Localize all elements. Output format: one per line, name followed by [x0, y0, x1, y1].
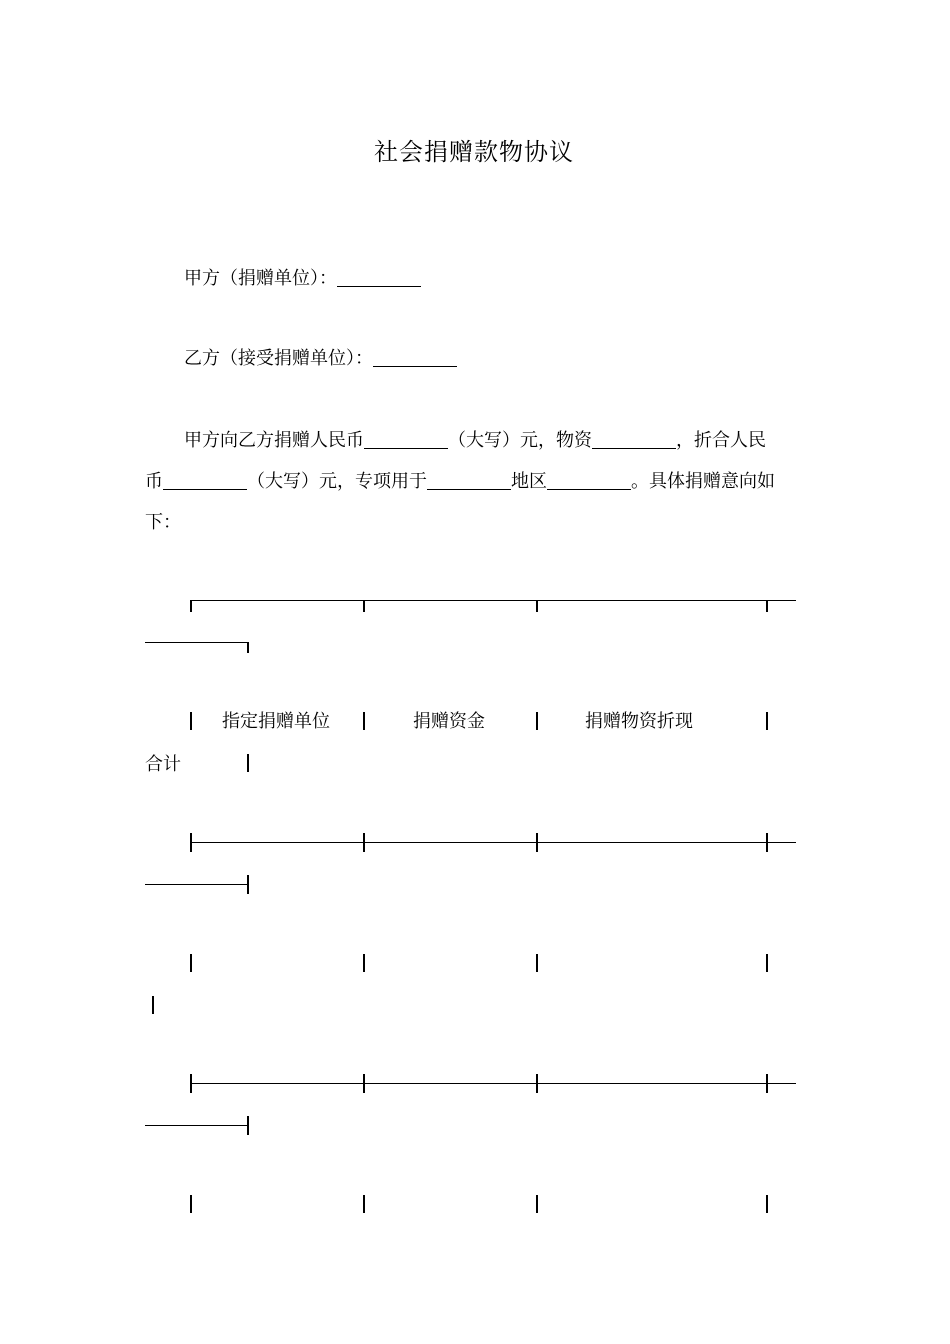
table-cell-divider — [152, 996, 154, 1014]
paragraph-line-1 — [184, 430, 766, 450]
table-row-separator-wrap — [145, 1125, 249, 1126]
table-row-separator-wrap — [145, 884, 249, 885]
paragraph-text: （大写）元，专项用于 — [247, 471, 427, 492]
table-cell-divider — [536, 1195, 538, 1213]
table-border-top-wrap — [145, 642, 249, 643]
table-cell-divider — [363, 1195, 365, 1213]
goods-blank[interactable] — [592, 430, 676, 449]
table-border-top — [190, 600, 796, 601]
table-cell-divider — [766, 1195, 768, 1213]
table-cell-divider — [536, 954, 538, 972]
table-border-tick — [247, 1116, 249, 1135]
table-cell-divider — [190, 712, 192, 730]
table-header-cell: 合计 — [145, 754, 181, 775]
region-blank[interactable] — [427, 471, 511, 490]
table-border-tick — [363, 833, 365, 852]
party-b-blank[interactable] — [373, 348, 457, 367]
party-b-label: 乙方（接受捐赠单位）： — [184, 348, 373, 369]
paragraph-text: 。具体捐赠意向如 — [631, 471, 775, 492]
document-title: 社会捐赠款物协议 — [374, 138, 574, 166]
table-row-separator — [190, 842, 796, 843]
table-border-tick — [247, 875, 249, 894]
table-border-tick — [190, 600, 192, 612]
table-cell-divider — [766, 712, 768, 730]
table-header-cell: 捐赠资金 — [413, 711, 485, 732]
table-border-tick — [536, 1074, 538, 1093]
table-cell-divider — [766, 954, 768, 972]
table-border-tick — [247, 642, 249, 653]
party-a-line — [184, 268, 421, 288]
table-cell-divider — [247, 754, 249, 772]
table-border-tick — [766, 833, 768, 852]
rmb-amount-blank[interactable] — [364, 430, 448, 449]
paragraph-text: 币 — [145, 471, 163, 492]
table-cell-divider — [536, 712, 538, 730]
table-border-tick — [536, 833, 538, 852]
table-cell-divider — [190, 1195, 192, 1213]
table-border-tick — [536, 600, 538, 612]
party-a-label: 甲方（捐赠单位）： — [184, 268, 337, 289]
table-border-tick — [363, 600, 365, 612]
paragraph-line-3: 下： — [145, 512, 181, 533]
party-a-blank[interactable] — [337, 268, 421, 287]
table-border-tick — [190, 833, 192, 852]
paragraph-line-2 — [145, 471, 775, 491]
table-border-tick — [190, 1074, 192, 1093]
party-b-line — [184, 348, 457, 368]
paragraph-text: 甲方向乙方捐赠人民币 — [184, 430, 364, 451]
table-border-tick — [766, 600, 768, 612]
converted-amount-blank[interactable] — [163, 471, 247, 490]
paragraph-text: 地区 — [511, 471, 547, 492]
table-header-cell: 捐赠物资折现 — [585, 711, 693, 732]
table-border-tick — [363, 1074, 365, 1093]
table-cell-divider — [190, 954, 192, 972]
table-border-tick — [766, 1074, 768, 1093]
table-cell-divider — [363, 954, 365, 972]
table-row-separator — [190, 1083, 796, 1084]
paragraph-text: ，折合人民 — [676, 430, 766, 451]
table-cell-divider — [363, 712, 365, 730]
table-header-cell: 指定捐赠单位 — [222, 711, 330, 732]
purpose-blank[interactable] — [547, 471, 631, 490]
paragraph-text: （大写）元，物资 — [448, 430, 592, 451]
